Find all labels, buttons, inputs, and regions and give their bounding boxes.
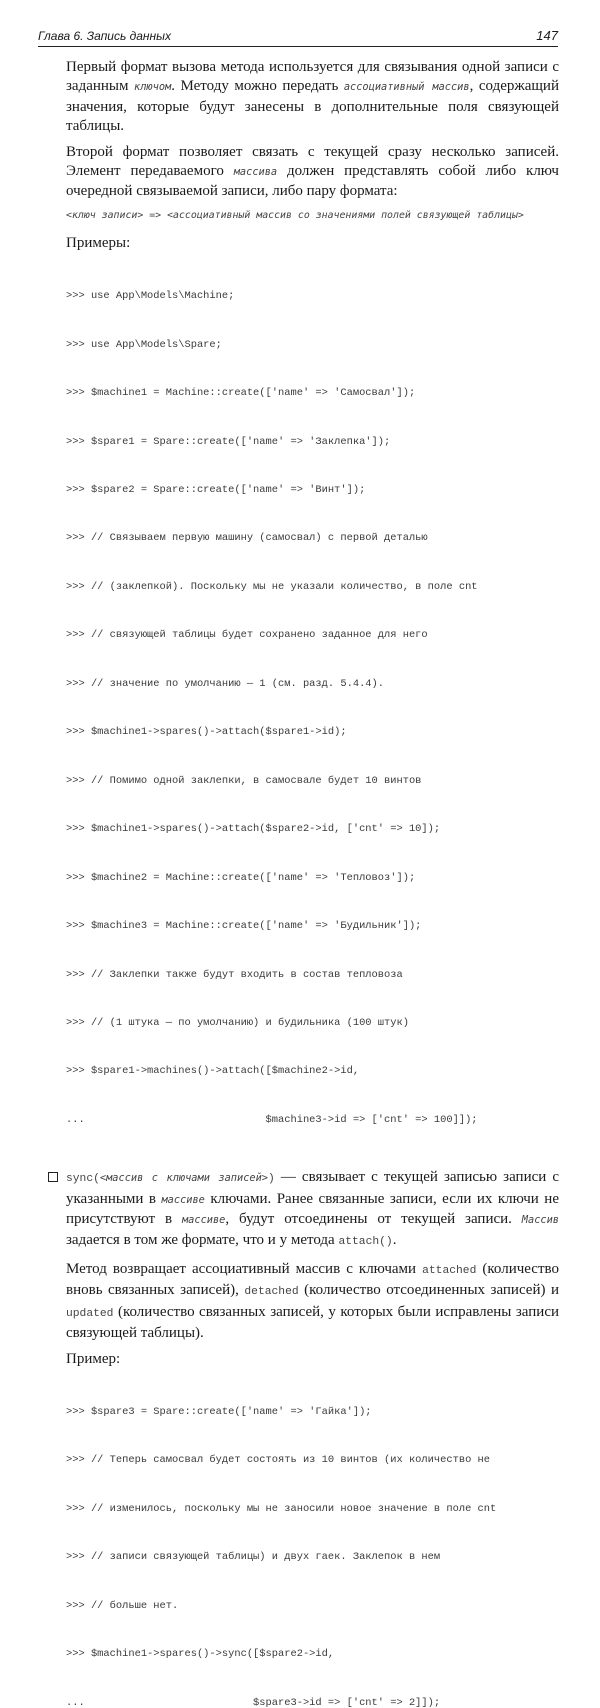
code-line: >>> // изменилось, поскольку мы не заносили новое значение в поле cnt	[66, 1502, 497, 1515]
term-key: ключом	[134, 81, 172, 94]
paragraph-first-format: Первый формат вызова метода используется для связывания одной записи с заданным ключом. Методу можно передать ассоциативный массив, содержащий значения, которые будут занесены в дополнительные поля связующей таблицы.	[66, 59, 559, 135]
paragraph-return-value: Метод возвращает ассоциативный массив с ключами attached (количество вновь связанных записей), detached (количество отсоединенных записей) и updated (количество связанных записей, у которых были исправлены записи связующей таблицы).	[66, 1260, 560, 1342]
code-listing-attach	[66, 256, 559, 1160]
code-line: >>> use App\Models\Machine;	[66, 290, 235, 303]
paragraph-second-format: Второй формат позволяет связать с текущей сразу несколько записей. Элемент передаваемого массива должен представлять собой либо ключ очередной связываемой записи, либо пару формата:	[66, 143, 559, 200]
code-line: >>> $machine1->spares()->sync([$spare2->id,	[66, 1648, 335, 1661]
examples-heading: Примеры:	[66, 234, 131, 251]
code-line: >>> $machine2 = Machine::create(['name' => 'Тепловоз']);	[66, 871, 416, 884]
code-listing-sync	[66, 1372, 559, 1708]
code-line: ... $spare3->id => ['cnt' => 2]]);	[66, 1696, 441, 1708]
code-line: >>> $machine1->spares()->attach($spare2->id, ['cnt' => 10]);	[66, 823, 441, 836]
term-array: массива	[233, 166, 278, 179]
code-line: >>> $machine1 = Machine::create(['name' => 'Самосвал']);	[66, 387, 416, 400]
page-body	[66, 58, 559, 1708]
code-line: >>> $spare1->machines()->attach([$machine2->id,	[66, 1065, 360, 1078]
code-line: >>> // (1 штука — по умолчанию) и будильника (100 штук)	[66, 1016, 409, 1029]
chapter-title: Глава 6. Запись данных	[38, 29, 171, 43]
code-line: >>> // значение по умолчанию — 1 (см. разд. 5.4.4).	[66, 677, 385, 690]
code-line: >>> // Заклепки также будут входить в состав тепловоза	[66, 968, 403, 981]
syntax-format: <ключ записи> => <ассоциативный массив со значениями полей связующей таблицы>	[66, 209, 524, 221]
code-line: >>> $spare3 = Spare::create(['name' => 'Гайка']);	[66, 1405, 372, 1418]
bullet-sync-text: sync(<массив с ключами записей>) — связывает с текущей записью записи с указанными в массиве ключами. Ранее связанные записи, если их ключи не присутствуют в массиве, будут отсоединены от текущей записи. Массив задается в том же формате, что и у метода attach().	[66, 1169, 559, 1248]
code-line: >>> use App\Models\Spare;	[66, 338, 222, 351]
code-line: >>> // записи связующей таблицы) и двух гаек. Заклепок в нем	[66, 1551, 441, 1564]
running-header	[38, 28, 558, 47]
key-updated: updated	[66, 1307, 114, 1320]
code-line: >>> $spare2 = Spare::create(['name' => 'Винт']);	[66, 483, 366, 496]
key-detached: detached	[244, 1286, 299, 1299]
code-line: >>> // (заклепкой). Поскольку мы не указали количество, в поле cnt	[66, 580, 478, 593]
code-line: >>> $machine1->spares()->attach($spare1->id);	[66, 726, 347, 739]
code-line: >>> $machine3 = Machine::create(['name' => 'Будильник']);	[66, 920, 422, 933]
code-line: >>> // связующей таблицы будет сохранено заданное для него	[66, 629, 428, 642]
code-line: >>> $spare1 = Spare::create(['name' => 'Заклепка']);	[66, 435, 391, 448]
bullet-sync-method	[66, 1168, 559, 1252]
square-bullet-icon	[48, 1172, 58, 1182]
code-line: >>> // Теперь самосвал будет состоять из 10 винтов (их количество не	[66, 1454, 491, 1467]
page-number: 147	[536, 28, 558, 43]
code-line: >>> // Связываем первую машину (самосвал) с первой деталью	[66, 532, 428, 545]
code-line: ... $machine3->id => ['cnt' => 100]]);	[66, 1113, 478, 1126]
example-heading: Пример:	[66, 1350, 121, 1367]
code-line: >>> // Помимо одной заклепки, в самосвале будет 10 винтов	[66, 774, 422, 787]
key-attached: attached	[422, 1264, 477, 1277]
term-assoc-array: ассоциативный массив	[343, 81, 470, 94]
code-line: >>> // больше нет.	[66, 1599, 179, 1612]
